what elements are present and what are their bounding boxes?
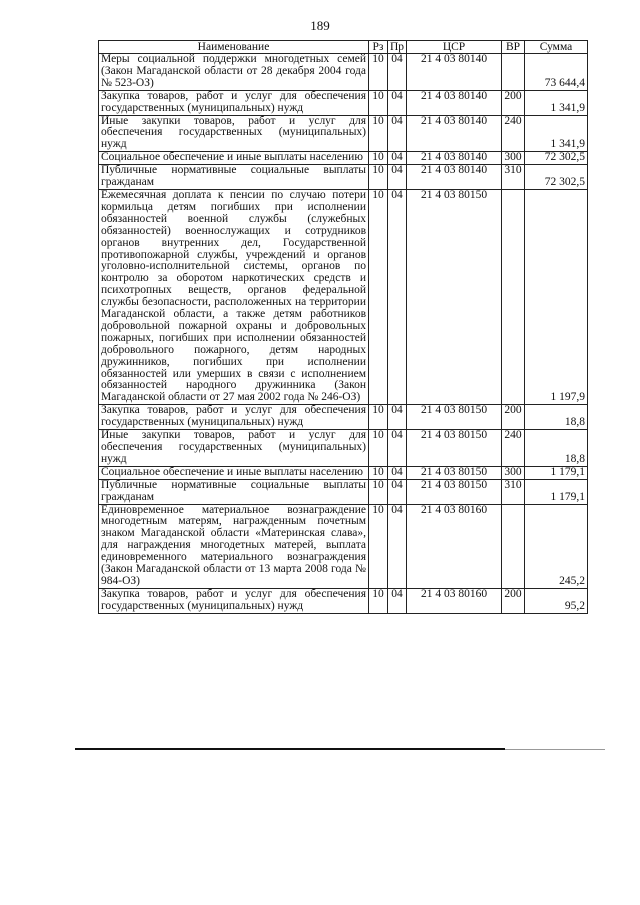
row-csr: 21 4 03 80150 bbox=[407, 430, 502, 467]
row-rz: 10 bbox=[369, 479, 388, 504]
row-csr: 21 4 03 80140 bbox=[407, 54, 502, 91]
row-rz: 10 bbox=[369, 405, 388, 430]
row-name: Иные закупки товаров, работ и услуг для обеспечения государственных (муниципальных) нужд bbox=[99, 115, 369, 152]
table-row bbox=[99, 405, 588, 430]
row-rz: 10 bbox=[369, 466, 388, 479]
row-sum: 18,8 bbox=[525, 405, 588, 430]
row-vr: 300 bbox=[502, 152, 525, 165]
row-csr: 21 4 03 80140 bbox=[407, 90, 502, 115]
row-rz: 10 bbox=[369, 504, 388, 588]
table-row bbox=[99, 115, 588, 152]
row-csr: 21 4 03 80150 bbox=[407, 466, 502, 479]
budget-table bbox=[98, 40, 588, 614]
row-sum: 95,2 bbox=[525, 588, 588, 613]
row-csr: 21 4 03 80160 bbox=[407, 504, 502, 588]
row-vr: 200 bbox=[502, 405, 525, 430]
row-csr: 21 4 03 80160 bbox=[407, 588, 502, 613]
row-rz: 10 bbox=[369, 588, 388, 613]
row-name: Социальное обеспечение и иные выплаты населению bbox=[99, 152, 369, 165]
table-row bbox=[99, 588, 588, 613]
header-name: Наименование bbox=[99, 41, 369, 54]
row-sum: 72 302,5 bbox=[525, 152, 588, 165]
row-vr: 200 bbox=[502, 588, 525, 613]
table-row bbox=[99, 189, 588, 404]
row-sum: 1 179,1 bbox=[525, 466, 588, 479]
header-vr: ВР bbox=[502, 41, 525, 54]
row-csr: 21 4 03 80150 bbox=[407, 479, 502, 504]
table-row bbox=[99, 430, 588, 467]
header-pr: Пр bbox=[388, 41, 407, 54]
row-pr: 04 bbox=[388, 588, 407, 613]
header-rz: Рз bbox=[369, 41, 388, 54]
footer-divider bbox=[75, 748, 505, 750]
footer-divider-thin bbox=[505, 749, 605, 750]
row-pr: 04 bbox=[388, 430, 407, 467]
row-rz: 10 bbox=[369, 54, 388, 91]
row-sum: 1 197,9 bbox=[525, 189, 588, 404]
row-sum: 18,8 bbox=[525, 430, 588, 467]
row-sum: 1 341,9 bbox=[525, 115, 588, 152]
row-csr: 21 4 03 80150 bbox=[407, 405, 502, 430]
row-vr: 300 bbox=[502, 466, 525, 479]
row-pr: 04 bbox=[388, 405, 407, 430]
row-sum: 245,2 bbox=[525, 504, 588, 588]
row-pr: 04 bbox=[388, 479, 407, 504]
row-vr bbox=[502, 189, 525, 404]
row-name: Публичные нормативные социальные выплаты гражданам bbox=[99, 165, 369, 190]
table-header-row bbox=[99, 41, 588, 54]
row-vr: 200 bbox=[502, 90, 525, 115]
row-rz: 10 bbox=[369, 90, 388, 115]
row-sum: 1 341,9 bbox=[525, 90, 588, 115]
row-name: Меры социальной поддержки многодетных семей (Закон Магаданской области от 28 декабря 2004 года № 523-ОЗ) bbox=[99, 54, 369, 91]
table-row bbox=[99, 466, 588, 479]
table-row bbox=[99, 165, 588, 190]
row-name: Ежемесячная доплата к пенсии по случаю потери кормильца детям погибших при исполнении обязанностей военной службы (служебных обязанностей) военнослужащих и сотрудников органов внутренних дел, Государственной противопожарной службы, учреждений и органов уголовно-исполнительной системы, органов по контролю за оборотом наркотических средств и психотропных веществ, органов федеральной службы безопасности, расположенных на территории Магаданской области, а также детям работников добровольной пожарной охраны и добровольных пожарных, погибших при исполнении обязанностей добровольного пожарного, детям народных дружинников, погибших при исполнении обязанностей или умерших в связи с исполнением обязанностей народного дружинника (Закон Магаданской области от 27 мая 2002 года № 246-ОЗ) bbox=[99, 189, 369, 404]
row-csr: 21 4 03 80150 bbox=[407, 189, 502, 404]
row-vr: 310 bbox=[502, 165, 525, 190]
row-name: Публичные нормативные социальные выплаты гражданам bbox=[99, 479, 369, 504]
row-sum: 72 302,5 bbox=[525, 165, 588, 190]
row-rz: 10 bbox=[369, 115, 388, 152]
row-sum: 1 179,1 bbox=[525, 479, 588, 504]
row-vr: 310 bbox=[502, 479, 525, 504]
row-name: Иные закупки товаров, работ и услуг для обеспечения государственных (муниципальных) нужд bbox=[99, 430, 369, 467]
row-vr: 240 bbox=[502, 430, 525, 467]
row-name: Социальное обеспечение и иные выплаты населению bbox=[99, 466, 369, 479]
row-pr: 04 bbox=[388, 189, 407, 404]
row-vr bbox=[502, 54, 525, 91]
row-name: Закупка товаров, работ и услуг для обеспечения государственных (муниципальных) нужд bbox=[99, 405, 369, 430]
row-pr: 04 bbox=[388, 504, 407, 588]
row-rz: 10 bbox=[369, 189, 388, 404]
row-pr: 04 bbox=[388, 152, 407, 165]
row-name: Единовременное материальное вознаграждение многодетным матерям, награжденным почетным знаком Магаданской области «Материнская слава», для награждения многодетных матерей, выплата единовременного материального вознаграждения (Закон Магаданской области от 13 марта 2008 года № 984-ОЗ) bbox=[99, 504, 369, 588]
table-row bbox=[99, 152, 588, 165]
row-pr: 04 bbox=[388, 165, 407, 190]
row-name: Закупка товаров, работ и услуг для обеспечения государственных (муниципальных) нужд bbox=[99, 90, 369, 115]
row-csr: 21 4 03 80140 bbox=[407, 115, 502, 152]
row-rz: 10 bbox=[369, 430, 388, 467]
row-rz: 10 bbox=[369, 152, 388, 165]
row-vr bbox=[502, 504, 525, 588]
row-name: Закупка товаров, работ и услуг для обеспечения государственных (муниципальных) нужд bbox=[99, 588, 369, 613]
row-pr: 04 bbox=[388, 466, 407, 479]
header-sum: Сумма bbox=[525, 41, 588, 54]
row-vr: 240 bbox=[502, 115, 525, 152]
table-body bbox=[99, 54, 588, 614]
table-row bbox=[99, 479, 588, 504]
row-pr: 04 bbox=[388, 90, 407, 115]
row-pr: 04 bbox=[388, 115, 407, 152]
row-pr: 04 bbox=[388, 54, 407, 91]
row-csr: 21 4 03 80140 bbox=[407, 152, 502, 165]
table-row bbox=[99, 54, 588, 91]
row-sum: 73 644,4 bbox=[525, 54, 588, 91]
row-rz: 10 bbox=[369, 165, 388, 190]
table-row bbox=[99, 504, 588, 588]
header-csr: ЦСР bbox=[407, 41, 502, 54]
table-row bbox=[99, 90, 588, 115]
row-csr: 21 4 03 80140 bbox=[407, 165, 502, 190]
page-number: 189 bbox=[310, 18, 330, 33]
